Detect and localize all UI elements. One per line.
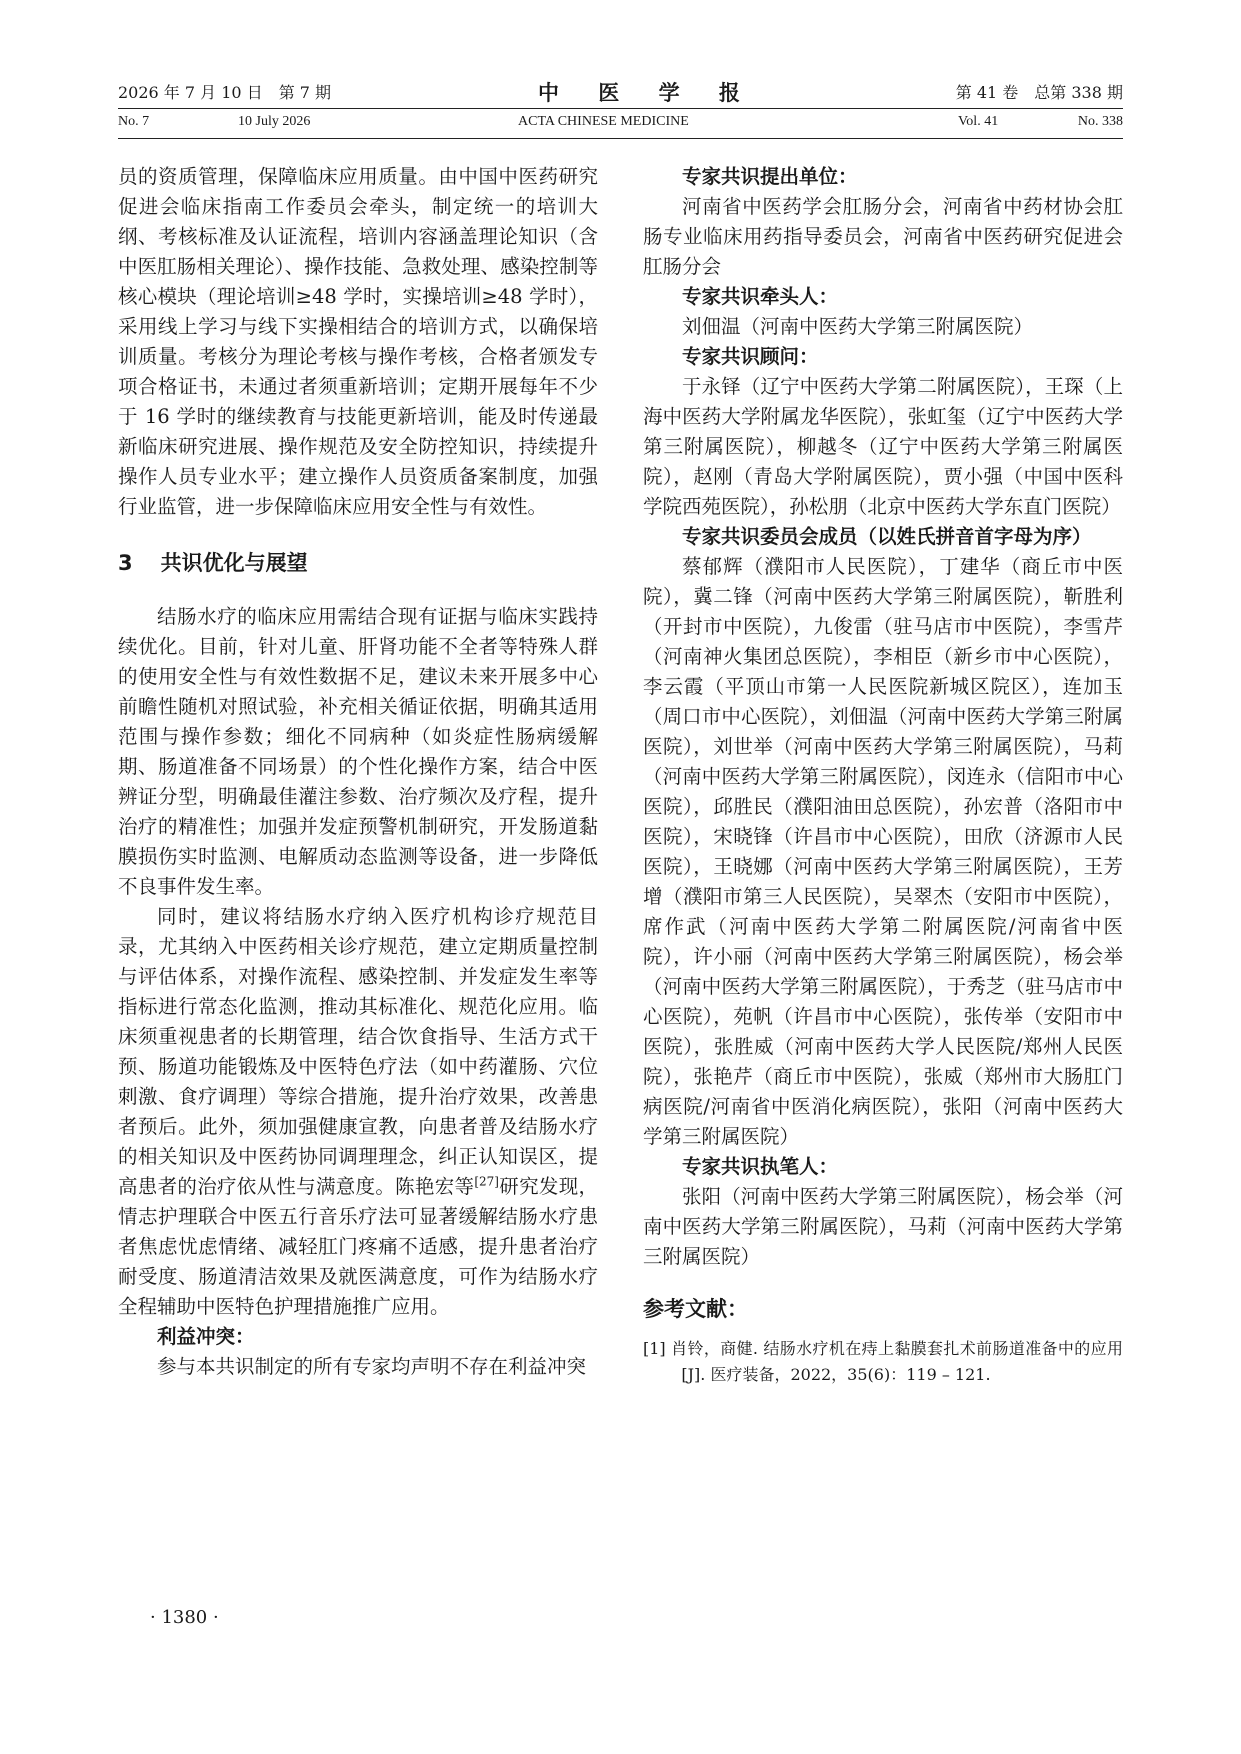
lead-text: 刘佃温（河南中医药大学第三附属医院） xyxy=(682,315,1034,338)
paragraph-outlook xyxy=(118,902,598,1322)
citation-marker: [27] xyxy=(474,1174,499,1189)
header-date-cn: 2026 年 7 月 10 日 第 7 期 xyxy=(118,83,332,102)
left-column xyxy=(118,162,598,1382)
header-rule-top xyxy=(118,108,1123,109)
writers-heading: 专家共识执笔人： xyxy=(682,1155,839,1178)
page-number: · 1380 · xyxy=(150,1607,219,1628)
conflict-of-interest-heading: 利益冲突： xyxy=(157,1325,255,1348)
header-volume-cn: 第 41 卷 总第 338 期 xyxy=(955,83,1123,102)
journal-title-en: ACTA CHINESE MEDICINE xyxy=(518,114,689,129)
conflict-of-interest-text: 参与本共识制定的所有专家均声明不存在利益冲突 xyxy=(157,1355,587,1378)
committee-heading: 专家共识委员会成员（以姓氏拼音首字母为序） xyxy=(682,525,1092,548)
reference-item: [1] 肖铃，商健. 结肠水疗机在痔上黏膜套扎术前肠道准备中的应用[J]. 医疗装备，2022，35(6)：119 – 121. xyxy=(643,1339,1123,1384)
header-total-en: No. 338 xyxy=(1077,114,1123,129)
running-header xyxy=(118,80,1123,140)
writers-text: 张阳（河南中医药大学第三附属医院），杨会举（河南中医药大学第三附属医院），马莉（河南中医药大学第三附属医院） xyxy=(643,1185,1123,1268)
right-column xyxy=(643,162,1123,1388)
section-heading xyxy=(118,548,598,578)
header-issue-en: No. 7 xyxy=(118,114,150,129)
references-heading: 参考文献： xyxy=(643,1297,748,1321)
header-vol-en: Vol. 41 xyxy=(958,114,999,129)
advisors-heading: 专家共识顾问： xyxy=(682,345,819,368)
header-rule-bottom xyxy=(118,138,1123,139)
header-date-en: 10 July 2026 xyxy=(238,114,311,129)
paragraph-optimization: 结肠水疗的临床应用需结合现有证据与临床实践持续优化。目前，针对儿童、肝肾功能不全者等特殊人群的使用安全性与有效性数据不足，建议未来开展多中心前瞻性随机对照试验，补充相关循证依据，明确其适用范围与操作参数；细化不同病种（如炎症性肠病缓解期、肠道准备不同场景）的个性化操作方案，结合中医辨证分型，明确最佳灌注参数、治疗频次及疗程，提升治疗的精准性；加强并发症预警机制研究，开发肠道黏膜损伤实时监测、电解质动态监测等设备，进一步降低不良事件发生率。 xyxy=(118,605,598,898)
lead-heading: 专家共识牵头人： xyxy=(682,285,839,308)
proposing-units-heading: 专家共识提出单位： xyxy=(682,165,858,188)
committee-members-text: 蔡郁辉（濮阳市人民医院），丁建华（商丘市中医院），冀二锋（河南中医药大学第三附属医院），靳胜利（开封市中医院），九俊雷（驻马店市中医院），李雪芹（河南神火集团总医院），李相臣（新乡市中心医院），李云霞（平顶山市第一人民医院新城区院区），连加玉（周口市中心医院），刘佃温（河南中医药大学第三附属医院），刘世举（河南中医药大学第三附属医院），马莉（河南中医药大学第三附属医院），闵连永（信阳市中心医院），邱胜民（濮阳油田总医院），孙宏普（洛阳市中医院），宋晓锋（许昌市中心医院），田欣（济源市人民医院），王晓娜（河南中医药大学第三附属医院），王芳增（濮阳市第三人民医院），吴翠杰（安阳市中医院），席作武（河南中医药大学第二附属医院/河南省中医院），许小丽（河南中医药大学第三附属医院），杨会举（河南中医药大学第三附属医院），于秀芝（驻马店市中心医院），苑帆（许昌市中心医院），张传举（安阳市中医院），张胜威（河南中医药大学人民医院/郑州人民医院），张艳芹（商丘市中医院），张威（郑州市大肠肛门病医院/河南省中医消化病医院），张阳（河南中医药大学第三附属医院） xyxy=(643,555,1123,1148)
paragraph-training: 员的资质管理，保障临床应用质量。由中国中医药研究促进会临床指南工作委员会牵头，制定统一的培训大纲、考核标准及认证流程，培训内容涵盖理论知识（含中医肛肠相关理论）、操作技能、急救处理、感染控制等核心模块（理论培训≥48 学时，实操培训≥48 学时），采用线上学习与线下实操相结合的培训方式，以确保培训质量。考核分为理论考核与操作考核，合格者颁发专项合格证书，未通过者须重新培训；定期开展每年不少于 16 学时的继续教育与技能更新培训，能及时传递最新临床研究进展、操作规范及安全防控知识，持续提升操作人员专业水平；建立操作人员资质备案制度，加强行业监管，进一步保障临床应用安全性与有效性。 xyxy=(118,165,598,518)
outlook-text-b: 研究发现，情志护理联合中医五行音乐疗法可显著缓解结肠水疗患者焦虑忧虑情绪、减轻肛门疼痛不适感，提升患者治疗耐受度、肠道清洁效果及就医满意度，可作为结肠水疗全程辅助中医特色护理措施推广应用。 xyxy=(118,1175,598,1318)
advisors-text: 于永铎（辽宁中医药大学第二附属医院），王琛（上海中医药大学附属龙华医院），张虹玺（辽宁中医药大学第三附属医院），柳越冬（辽宁中医药大学第三附属医院），赵刚（青岛大学附属医院），贾小强（中国中医科学院西苑医院），孙松朋（北京中医药大学东直门医院） xyxy=(643,375,1123,518)
outlook-text-a: 同时，建议将结肠水疗纳入医疗机构诊疗规范目录，尤其纳入中医药相关诊疗规范，建立定期质量控制与评估体系，对操作流程、感染控制、并发症发生率等指标进行常态化监测，推动其标准化、规范化应用。临床须重视患者的长期管理，结合饮食指导、生活方式干预、肠道功能锻炼及中医特色疗法（如中药灌肠、穴位刺激、食疗调理）等综合措施，提升治疗效果，改善患者预后。此外，须加强健康宣教，向患者普及结肠水疗的相关知识及中医药协同调理理念，纠正认知误区，提高患者的治疗依从性与满意度。陈艳宏等 xyxy=(118,905,598,1198)
section-number: 3 xyxy=(118,551,133,575)
proposing-units-text: 河南省中医药学会肛肠分会，河南省中药材协会肛肠专业临床用药指导委员会，河南省中医药研究促进会肛肠分会 xyxy=(643,195,1123,278)
journal-title-cn: 中 医 学 报 xyxy=(538,80,756,105)
section-title: 共识优化与展望 xyxy=(160,551,308,575)
